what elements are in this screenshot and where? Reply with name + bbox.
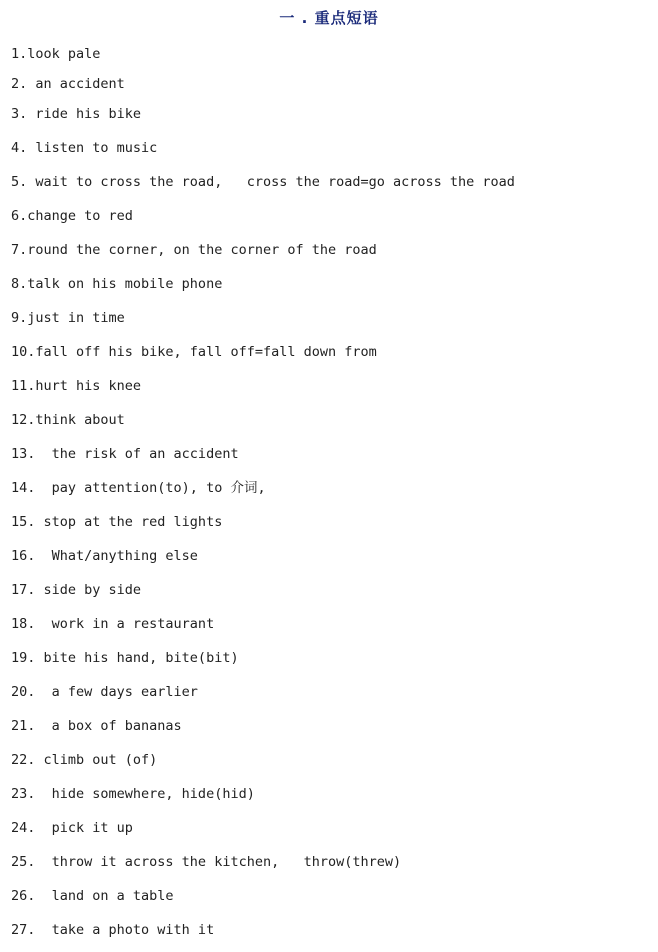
list-item: 5. wait to cross the road, cross the road=go across the road	[11, 174, 515, 190]
section-title	[275, 8, 382, 28]
list-item: 10.fall off his bike, fall off=fall down from	[11, 344, 377, 360]
list-item: 7.round the corner, on the corner of the road	[11, 242, 377, 258]
list-item: 9.just in time	[11, 310, 125, 326]
list-item: 2. an accident	[11, 76, 125, 92]
list-item: 19. bite his hand, bite(bit)	[11, 650, 239, 666]
list-item: 22. climb out (of)	[11, 752, 158, 768]
list-item: 21. a box of bananas	[11, 718, 182, 734]
list-item: 12.think about	[11, 412, 125, 428]
list-item: 25. throw it across the kitchen, throw(threw)	[11, 854, 402, 870]
list-item: 27. take a photo with it	[11, 922, 215, 938]
list-item: 16. What/anything else	[11, 548, 198, 564]
title-wrap	[0, 8, 658, 28]
list-item: 24. pick it up	[11, 820, 133, 836]
section-title-text: 一 . 重点短语	[279, 9, 379, 27]
phrase-list	[11, 42, 515, 952]
list-item: 13. the risk of an accident	[11, 446, 239, 462]
list-item: 6.change to red	[11, 208, 133, 224]
list-item: 4. listen to music	[11, 140, 158, 156]
list-item: 3. ride his bike	[11, 106, 142, 122]
list-item: 14. pay attention(to), to 介词,	[11, 480, 266, 496]
list-item: 18. work in a restaurant	[11, 616, 215, 632]
list-item: 11.hurt his knee	[11, 378, 142, 394]
list-item: 23. hide somewhere, hide(hid)	[11, 786, 255, 802]
list-item: 26. land on a table	[11, 888, 174, 904]
list-item: 17. side by side	[11, 582, 142, 598]
list-item: 15. stop at the red lights	[11, 514, 223, 530]
list-item: 1.look pale	[11, 46, 101, 62]
list-item: 8.talk on his mobile phone	[11, 276, 223, 292]
list-item: 20. a few days earlier	[11, 684, 198, 700]
